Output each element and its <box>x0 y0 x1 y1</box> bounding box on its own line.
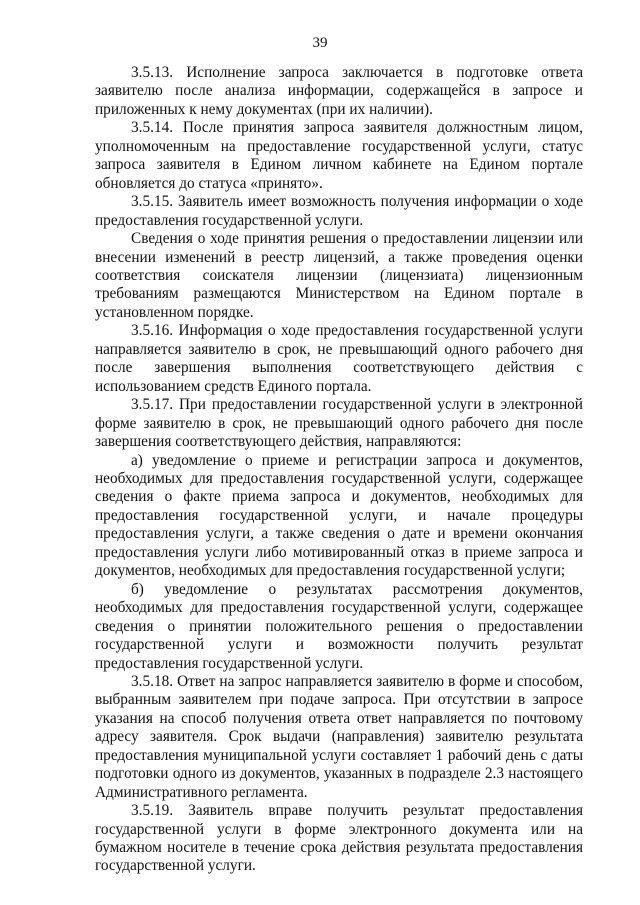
paragraph-license-info: Сведения о ходе принятия решения о предоставлении лицензии или внесении изменений в реестр лицензий, а также проведения оценки соответствия соискателя лицензии (лицензиата) лицензионным требованиям размещаются Министерством на Едином портале в установленном порядке. <box>95 230 583 321</box>
document-body <box>95 64 583 876</box>
paragraph-3-5-13: 3.5.13. Исполнение запроса заключается в подготовке ответа заявителю после анализа информации, содержащейся в запросе и приложенных к нему документах (при их наличии). <box>95 64 583 118</box>
paragraph-item-b: б) уведомление о результатах рассмотрения документов, необходимых для предоставления государственной услуги, содержащее сведения о принятии положительного решения о предоставлении государственной услуги и возможности получить результат предоставления государственной услуги. <box>95 580 583 672</box>
paragraph-3-5-16: 3.5.16. Информация о ходе предоставления государственной услуги направляется заявителю в срок, не превышающий одного рабочего дня после завершения выполнения соответствующего действия с использованием средств Единого портала. <box>95 322 583 395</box>
paragraph-3-5-14: 3.5.14. После принятия запроса заявителя должностным лицом, уполномоченным на предоставление государственной услуги, статус запроса заявителя в Едином личном кабинете на Едином портале обновляется до статуса «принято». <box>95 119 583 192</box>
paragraph-3-5-19: 3.5.19. Заявитель вправе получить результат предоставления государственной услуги в форме электронного документа или на бумажном носителе в течение срока действия результата предоставления государственной услуги. <box>95 802 583 875</box>
paragraph-item-a: а) уведомление о приеме и регистрации запроса и документов, необходимых для предоставления государственной услуги, содержащее сведения о факте приема запроса и документов, необходимых для предоставления государственной услуги, и начале процедуры предоставления услуги, а также сведения о дате и времени окончания предоставления услуги либо мотивированный отказ в приеме запроса и документов, необходимых для предоставления государственной услуги; <box>95 451 583 580</box>
paragraph-3-5-15: 3.5.15. Заявитель имеет возможность получения информации о ходе предоставления государственной услуги. <box>95 193 583 229</box>
paragraph-3-5-18: 3.5.18. Ответ на запрос направляется заявителю в форме и способом, выбранным заявителем при подаче запроса. При отсутствии в запросе указания на способ получения ответа ответ направляется по почтовому адресу заявителя. Срок выдачи (направления) заявителю результата предоставления муниципальной услуги составляет 1 рабочий день с даты подготовки одного из документов, указанных в подразделе 2.3 настоящего Административного регламента. <box>95 672 583 801</box>
page-number: 39 <box>312 35 328 51</box>
paragraph-3-5-17: 3.5.17. При предоставлении государственной услуги в электронной форме заявителю в срок, не превышающий одного рабочего дня после завершения соответствующего действия, направляются: <box>95 396 583 451</box>
